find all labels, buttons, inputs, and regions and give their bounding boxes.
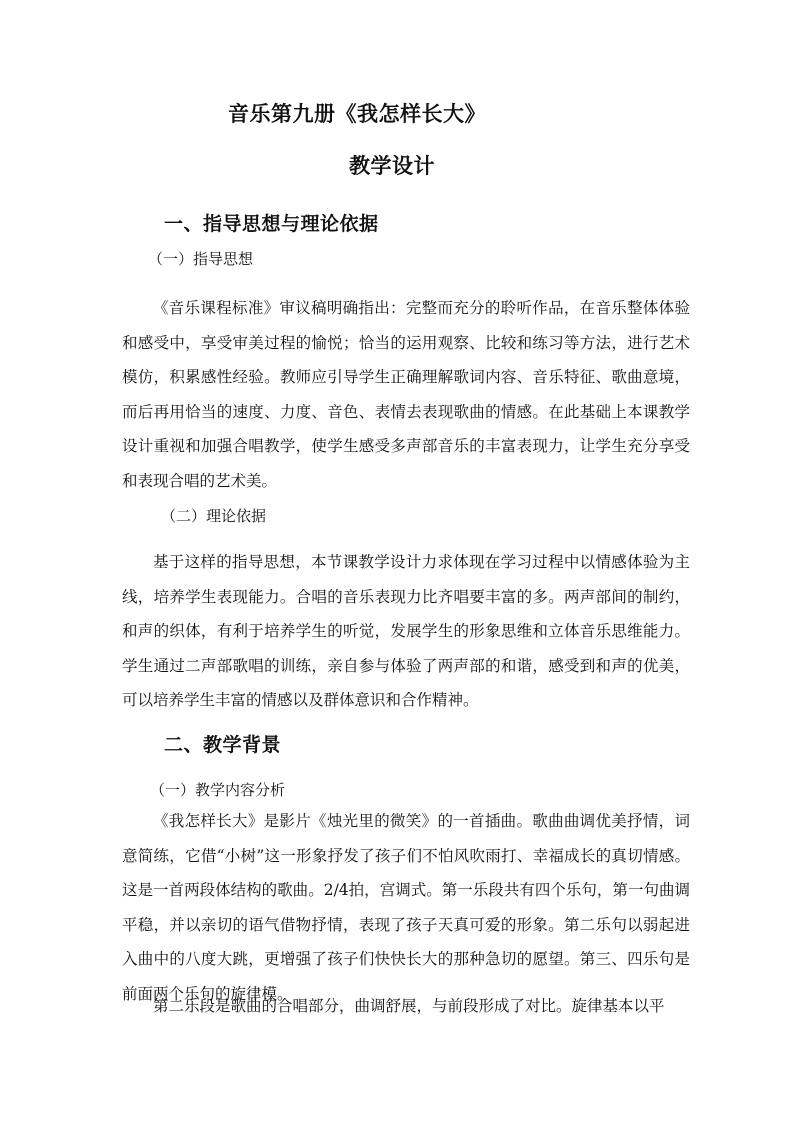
section2-sub1-paragraph: 《我怎样长大》是影片《烛光里的微笑》的一首插曲。歌曲曲调优美抒情，词意简练，它借“小树”这一形象抒发了孩子们不怕风吹雨打、幸福成长的真切情感。这是一首两段体结构的歌曲。2/4拍，宫调式。第一乐段共有四个乐句，第一句曲调平稳，并以亲切的语气借物抒情，表现了孩子天真可爱的形象。第二乐句以弱起进入曲中的八度大跳，更增强了孩子们快快长大的那种急切的愿望。第三、四乐句是前面两个乐句的旋律模。 <box>122 812 690 1003</box>
document-subtitle: 教学设计 <box>349 153 435 178</box>
section2-sub1-paragraph-2: 第二乐段是歌曲的合唱部分，曲调舒展，与前段形成了对比。旋律基本以平 <box>153 997 665 1015</box>
section1-sub1-heading: （一）指导思想 <box>148 250 254 268</box>
section1-sub1-paragraph: 《音乐课程标准》审议稿明确指出：完整而充分的聆听作品，在音乐整体体验和感受中，享受审美过程的愉悦；恰当的运用观察、比较和练习等方法，进行艺术模仿，积累感性经验。教师应引导学生正确理解歌词内容、音乐特征、歌曲意境，而后再用恰当的速度、力度、音色、表情去表现歌曲的情感。在此基础上本课教学设计重视和加强合唱教学，使学生感受多声部音乐的丰富表现力，让学生充分享受和表现合唱的艺术美。 <box>122 299 690 490</box>
document-title: 音乐第九册《我怎样长大》 <box>228 101 486 126</box>
section1-heading: 一、指导思想与理论依据 <box>164 213 379 235</box>
section1-sub2-heading: （二）理论依据 <box>161 507 267 525</box>
section2-heading: 二、教学背景 <box>164 734 282 756</box>
section2-sub1-heading: （一）教学内容分析 <box>150 781 286 799</box>
section1-sub2-paragraph: 基于这样的指导思想，本节课教学设计力求体现在学习过程中以情感体验为主线，培养学生表现能力。合唱的音乐表现力比齐唱要丰富的多。两声部间的制约，和声的织体，有利于培养学生的听觉，发展学生的形象思维和立体音乐思维能力。学生通过二声部歌唱的训练，亲自参与体验了两声部的和谐，感受到和声的优美，可以培养学生丰富的情感以及群体意识和合作精神。 <box>122 553 690 709</box>
